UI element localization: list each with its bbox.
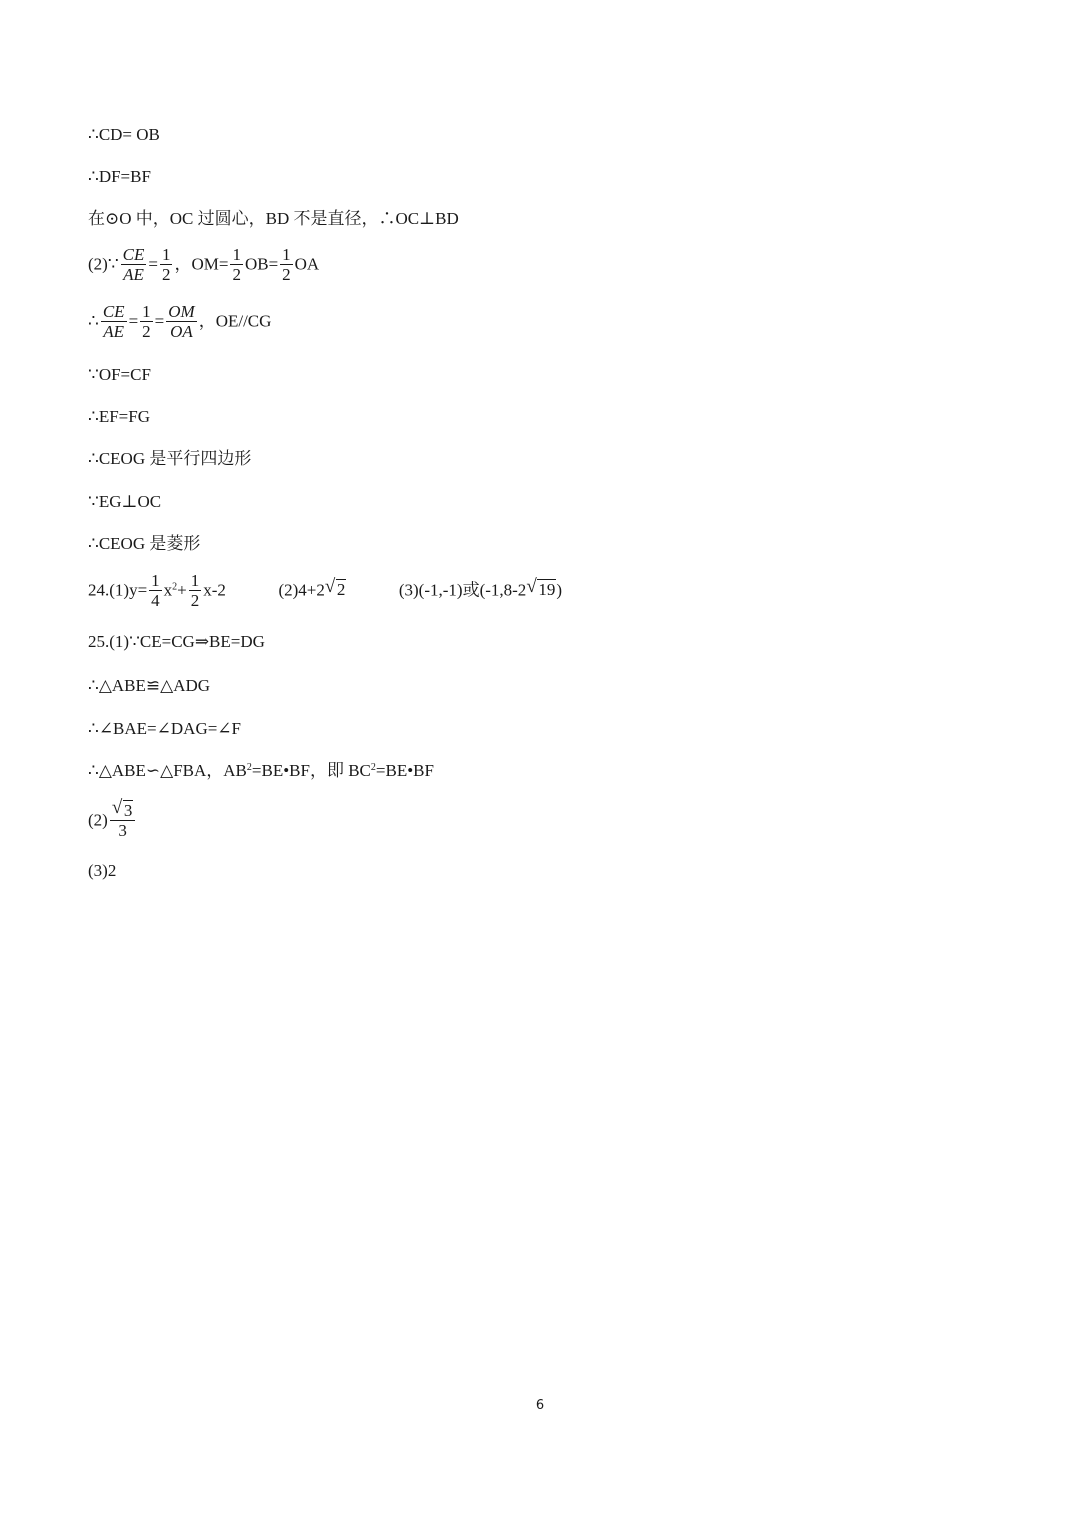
denominator: 3 [118, 821, 127, 840]
numerator: 1 [161, 245, 171, 264]
text: ∴ [88, 311, 99, 331]
text: OA [294, 254, 320, 274]
line-congruent: ∴△ABE≌△ADG [88, 676, 211, 695]
numerator: 1 [232, 245, 241, 264]
numerator: CE [102, 302, 125, 321]
text: 24.(1)y= [88, 580, 148, 600]
text: (2) [88, 810, 108, 830]
numerator: 1 [190, 571, 200, 590]
line-cd-eq-ob: ∴CD= OB [88, 125, 160, 144]
text: (2)∵ [88, 254, 119, 274]
denominator: 2 [161, 265, 171, 284]
text: OB= [244, 254, 279, 274]
text: ) [556, 580, 562, 600]
exponent: 2 [370, 762, 376, 773]
radicand: 3 [123, 801, 133, 820]
sqrt-19: √ 19 [526, 576, 556, 600]
text: ，OM= [174, 254, 229, 274]
text: = [154, 311, 165, 331]
line-similar [88, 761, 434, 781]
numerator: OM [168, 302, 195, 321]
numerator: 1 [151, 571, 160, 590]
sqrt-2: √ 2 [324, 576, 346, 600]
fraction-ce-ae [101, 302, 127, 341]
denominator: 4 [151, 591, 160, 610]
page-number: 6 [535, 1398, 545, 1413]
text: (3)(-1,-1)或(-1,8-2 [398, 580, 527, 600]
denominator: OA [170, 322, 193, 341]
fraction-half [189, 571, 202, 610]
fraction-om-oa [166, 302, 196, 341]
text: (2)4+2 [278, 580, 325, 600]
numerator: 1 [282, 245, 291, 264]
denominator: 2 [232, 265, 241, 284]
text: x [163, 580, 173, 600]
text: = [128, 311, 139, 331]
fraction-root3-over-3 [110, 797, 136, 840]
radicand: 19 [538, 580, 556, 600]
line-answer-25-part3: (3)2 [88, 861, 117, 880]
numerator: CE [122, 245, 145, 264]
line-part2-given [88, 246, 319, 285]
text: ，OE//CG [198, 311, 272, 331]
text: =BE•BF，即 BC [251, 761, 371, 780]
fraction-half [140, 302, 153, 341]
fraction-ce-ae [121, 245, 147, 284]
denominator: AE [123, 265, 144, 284]
text: = [148, 254, 158, 274]
line-answer-25-part1: 25.(1)∵CE=CG⇒BE=DG [88, 632, 265, 651]
line-answer-25-part2 [88, 797, 137, 841]
numerator [110, 797, 136, 821]
line-of-eq-cf: ∵OF=CF [88, 365, 151, 384]
text: ∴△ABE∽△FBA，AB [88, 761, 247, 780]
exponent: 2 [246, 762, 252, 773]
fraction-half [230, 245, 243, 284]
line-angles-equal: ∴∠BAE=∠DAG=∠F [88, 719, 242, 738]
text: + [177, 580, 187, 600]
denominator: 2 [190, 591, 200, 610]
line-ef-eq-fg: ∴EF=FG [88, 407, 150, 426]
text: x-2 [203, 580, 226, 600]
denominator: 2 [142, 322, 151, 341]
line-ratio-oe-parallel-cg [88, 303, 271, 342]
line-rhombus: ∴CEOG 是菱形 [88, 534, 201, 553]
radicand: 2 [336, 580, 346, 600]
line-answer-24 [88, 572, 562, 611]
numerator: 1 [142, 302, 151, 321]
line-eg-perp-oc: ∵EG⊥OC [88, 492, 162, 511]
line-oc-perp-bd: 在⊙O 中，OC 过圆心，BD 不是直径，∴OC⊥BD [88, 209, 459, 228]
denominator: 2 [282, 265, 291, 284]
sqrt-3: √ 3 [111, 797, 133, 820]
line-df-eq-bf: ∴DF=BF [88, 167, 151, 186]
fraction-quarter [149, 571, 162, 610]
fraction-half [160, 245, 173, 284]
exponent: 2 [172, 581, 178, 593]
denominator: AE [103, 322, 125, 341]
fraction-half [280, 245, 293, 284]
line-parallelogram: ∴CEOG 是平行四边形 [88, 449, 252, 468]
text: =BE•BF [375, 761, 434, 780]
